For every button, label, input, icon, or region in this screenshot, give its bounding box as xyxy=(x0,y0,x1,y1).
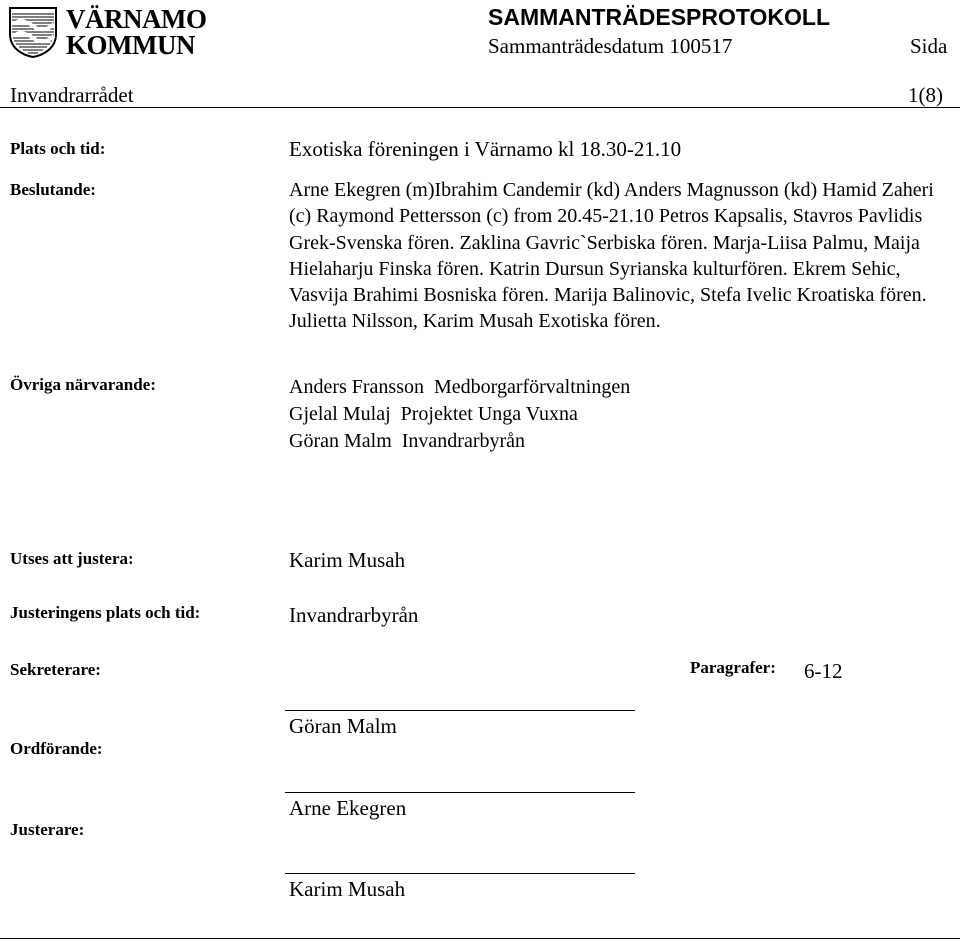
meeting-date: Sammanträdesdatum 100517 xyxy=(488,34,733,58)
ordforande-name: Arne Ekegren xyxy=(289,796,407,820)
sekreterare-signature-line xyxy=(285,710,635,711)
justerare-label: Justerare: xyxy=(10,820,85,839)
footer-divider xyxy=(0,938,960,939)
utses-value: Karim Musah xyxy=(289,548,406,572)
justeringsplats-value: Invandrarbyrån xyxy=(289,603,419,627)
paragrafer-value: 6-12 xyxy=(804,659,843,683)
justerare-signature-line xyxy=(285,873,635,874)
page-number: 1(8) xyxy=(908,83,943,107)
justerare-name: Karim Musah xyxy=(289,877,406,901)
beslutande-text: Arne Ekegren (m)Ibrahim Candemir (kd) Anders Magnusson (kd) Hamid Zaheri (c) Raymond Pettersson (c) from 20.45-21.10 Petros Kapsalis, Stavros Pavlidis Grek-Svenska fören. Zaklina Gavric`Serbiska fören. Marja-Liisa Palmu, Maija Hielaharju Finska fören. Katrin Dursun Syrianska kulturfören. Ekrem Sehic, Vasvija Brahimi Bosniska fören. Marija Balinovic, Stefa Ivelic Kroatiska fören. Julietta Nilsson, Karim Musah Exotiska fören. xyxy=(289,179,934,333)
logo-wordmark-line2: KOMMUN xyxy=(66,30,195,60)
municipal-crest-logo xyxy=(8,6,58,58)
document-title: SAMMANTRÄDESPROTOKOLL xyxy=(488,4,831,30)
ordforande-label: Ordförande: xyxy=(10,739,103,758)
ordforande-signature-line xyxy=(285,792,635,793)
sekreterare-name: Göran Malm xyxy=(289,714,397,738)
organ-name: Invandrarrådet xyxy=(10,83,134,107)
ovriga-label: Övriga närvarande: xyxy=(10,375,156,394)
sekreterare-label: Sekreterare: xyxy=(10,660,101,679)
paragrafer-label: Paragrafer: xyxy=(690,658,776,677)
page-label: Sida xyxy=(910,34,948,58)
ovriga-line-2: Gjelal Mulaj Projektet Unga Vuxna xyxy=(289,403,578,425)
plats-value: Exotiska föreningen i Värnamo kl 18.30-21.10 xyxy=(289,137,682,161)
plats-label: Plats och tid: xyxy=(10,139,106,158)
justeringsplats-label: Justeringens plats och tid: xyxy=(10,603,201,622)
ovriga-line-1: Anders Fransson Medborgarförvaltningen xyxy=(289,376,631,398)
utses-label: Utses att justera: xyxy=(10,549,134,568)
header-divider xyxy=(0,107,960,108)
ovriga-line-3: Göran Malm Invandrarbyrån xyxy=(289,430,526,452)
beslutande-label: Beslutande: xyxy=(10,180,96,199)
logo-wordmark-line1: VÄRNAMO xyxy=(66,4,207,34)
